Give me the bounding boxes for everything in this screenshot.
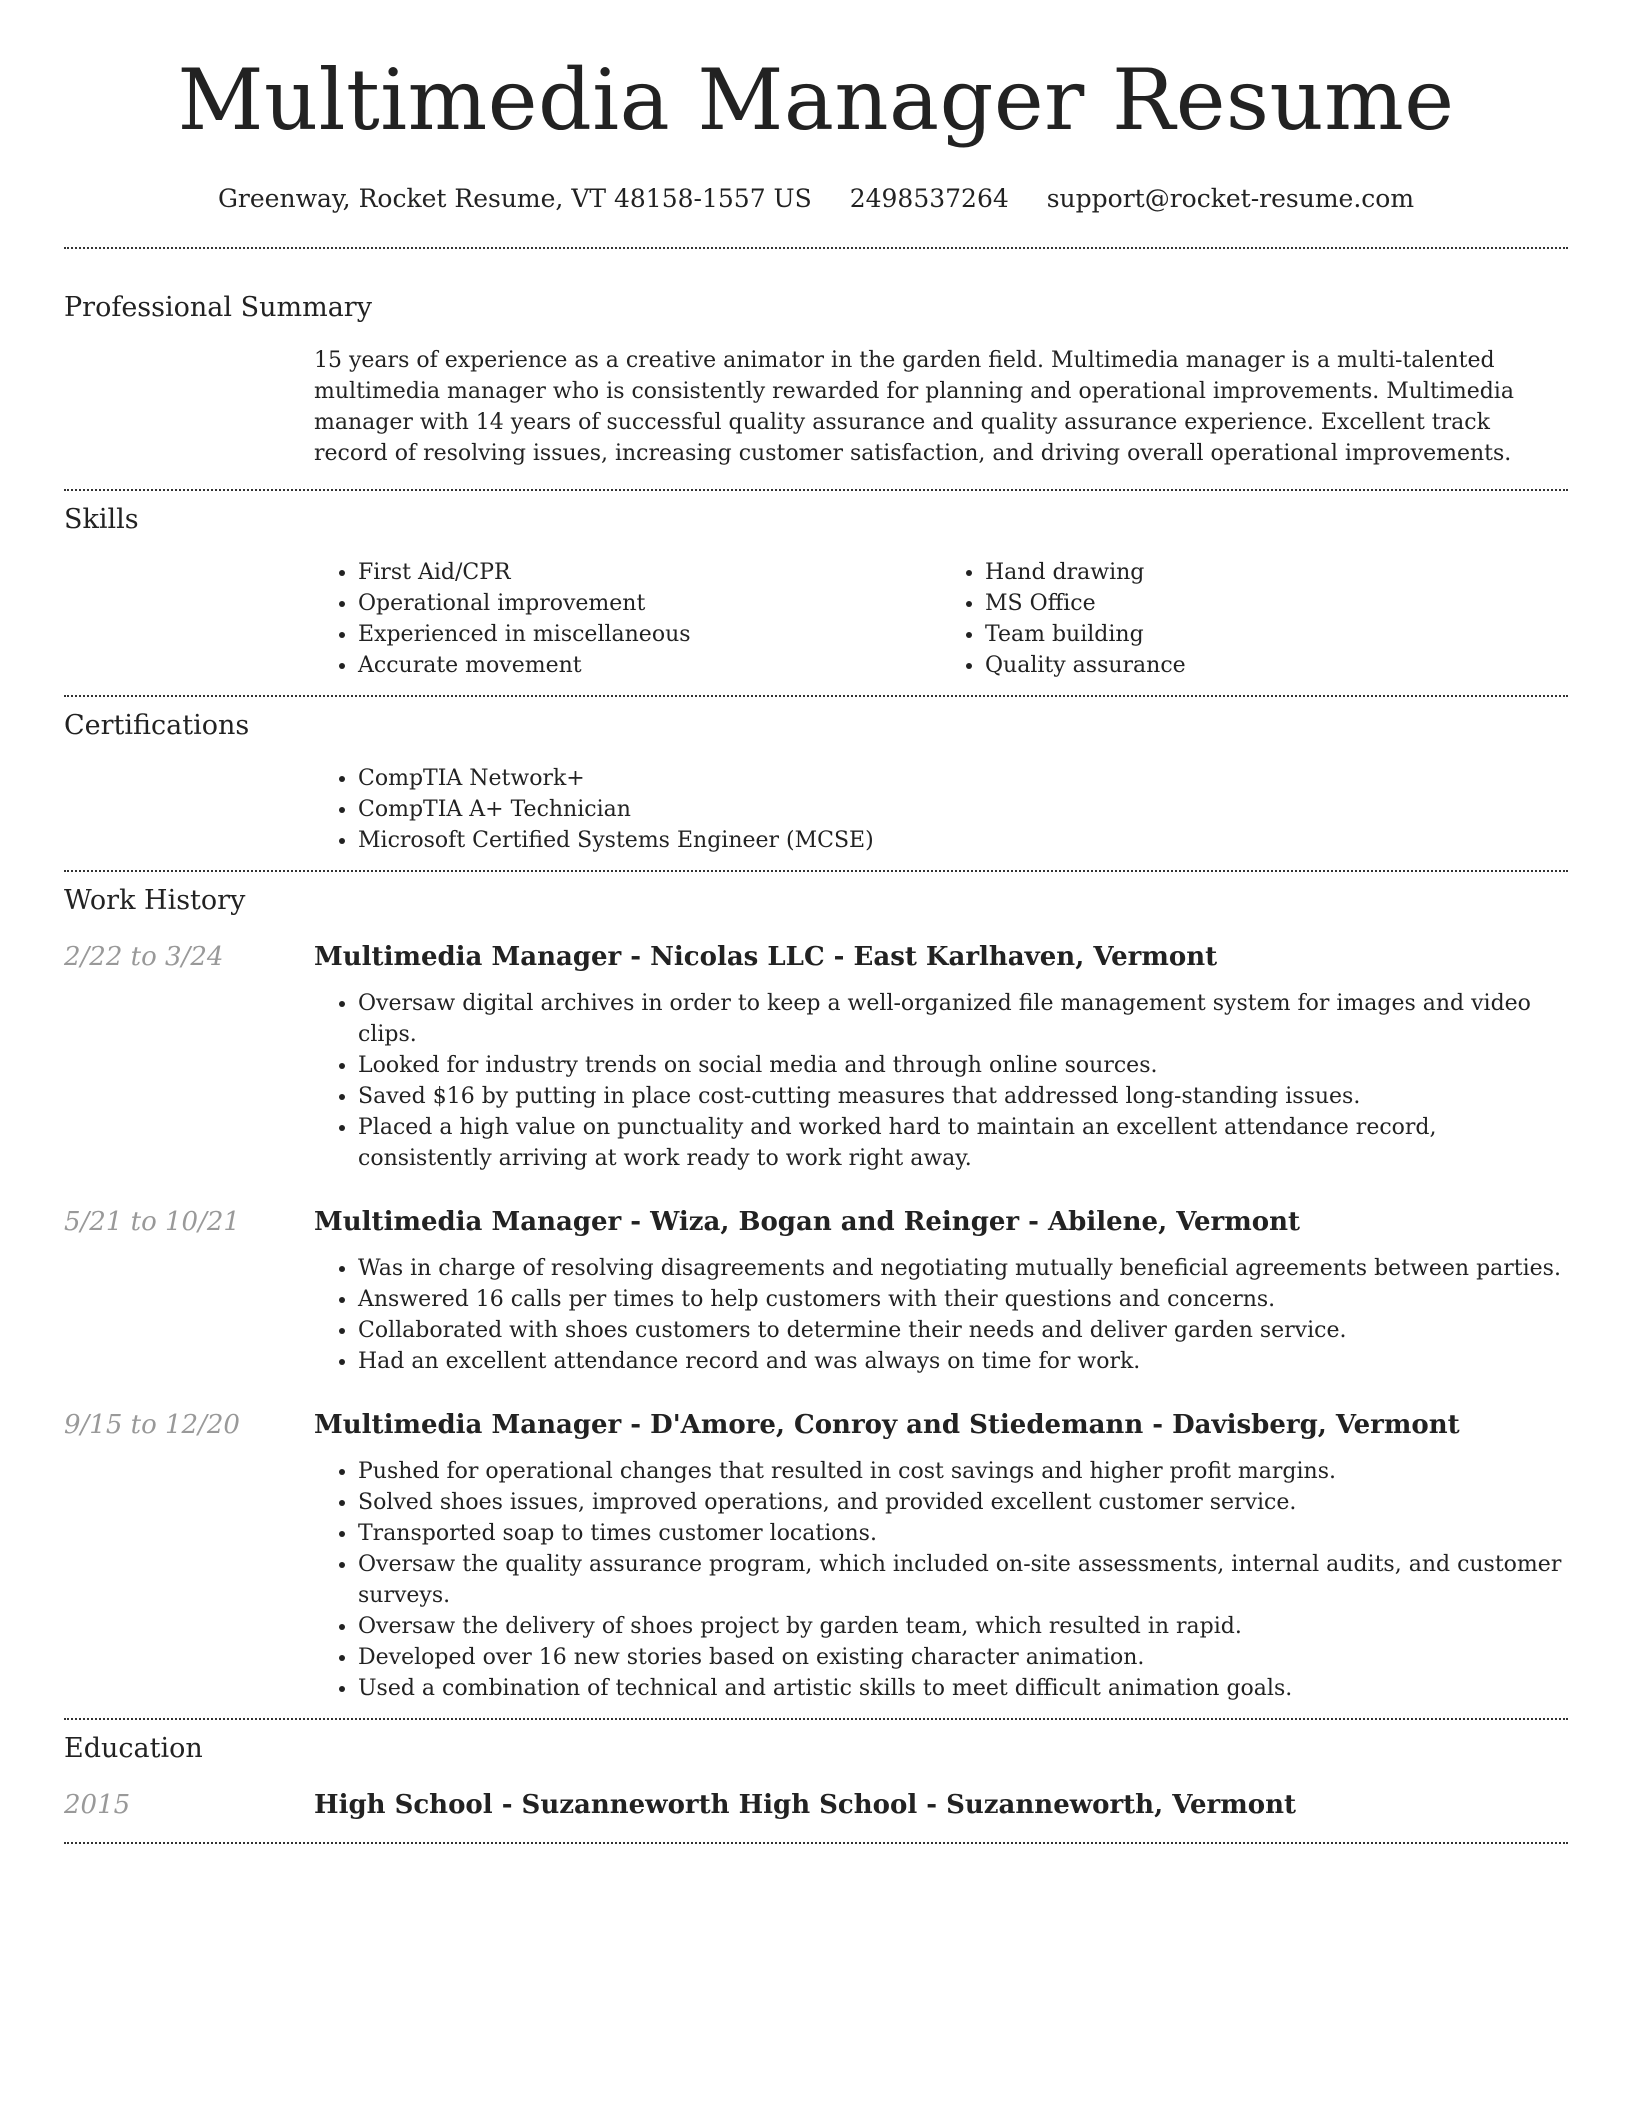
list-item: • Accurate movement — [358, 650, 941, 681]
skills-column-right — [941, 557, 1568, 681]
skills-list — [314, 557, 1568, 681]
list-item: • Hand drawing — [985, 557, 1568, 588]
divider — [64, 695, 1568, 697]
list-item: • CompTIA Network+ — [358, 763, 1568, 794]
job-dates: 2/22 to 3/24 — [64, 942, 224, 972]
section-title-certifications: Certifications — [64, 710, 250, 741]
list-item: • Developed over 16 new stories based on existing character animation. — [358, 1642, 1568, 1673]
contact-line — [64, 184, 1568, 214]
job-title: Multimedia Manager - D'Amore, Conroy and Stiedemann - Davisberg, Vermont — [314, 1410, 1460, 1440]
list-item: • Quality assurance — [985, 650, 1568, 681]
contact-phone: 2498537264 — [849, 184, 1009, 213]
resume-title: Multimedia Manager Resume — [177, 51, 1455, 149]
list-item: • Oversaw the quality assurance program, which included on-site assessments, internal audits, and customer surveys. — [358, 1549, 1568, 1611]
skills-column-left — [314, 557, 941, 681]
section-title-skills: Skills — [64, 504, 139, 535]
job-entry — [64, 1205, 1568, 1377]
section-title-education: Education — [64, 1733, 203, 1764]
certifications-list — [314, 763, 1568, 856]
education-year: 2015 — [64, 1790, 131, 1820]
education-title: High School - Suzanneworth High School - Suzanneworth, Vermont — [314, 1790, 1296, 1820]
job-dates: 9/15 to 12/20 — [64, 1410, 240, 1440]
divider — [64, 489, 1568, 491]
education-entry — [64, 1788, 1568, 1822]
job-details — [314, 1205, 1568, 1377]
list-item: • First Aid/CPR — [358, 557, 941, 588]
list-item: • Transported soap to times customer locations. — [358, 1518, 1568, 1549]
job-details — [314, 1408, 1568, 1704]
list-item: • CompTIA A+ Technician — [358, 794, 1568, 825]
list-item: • Looked for industry trends on social media and through online sources. — [358, 1050, 1568, 1081]
divider — [64, 1842, 1568, 1844]
list-item: • Placed a high value on punctuality and worked hard to maintain an excellent attendance record, consistently arriving at work ready to work right away. — [358, 1112, 1568, 1174]
education-details — [314, 1788, 1568, 1822]
list-item: • Oversaw digital archives in order to keep a well-organized file management system for images and video clips. — [358, 988, 1568, 1050]
list-item: • MS Office — [985, 588, 1568, 619]
divider — [64, 1718, 1568, 1720]
list-item: • Collaborated with shoes customers to determine their needs and deliver garden service. — [358, 1315, 1568, 1346]
list-item: • Answered 16 calls per times to help customers with their questions and concerns. — [358, 1284, 1568, 1315]
job-bullets — [314, 988, 1568, 1174]
section-title-summary: Professional Summary — [64, 292, 372, 323]
job-details — [314, 940, 1568, 1174]
list-item: • Pushed for operational changes that resulted in cost savings and higher profit margins. — [358, 1456, 1568, 1487]
divider — [64, 870, 1568, 872]
divider — [64, 247, 1568, 249]
list-item: • Operational improvement — [358, 588, 941, 619]
list-item: • Had an excellent attendance record and was always on time for work. — [358, 1346, 1568, 1377]
job-title: Multimedia Manager - Wiza, Bogan and Reinger - Abilene, Vermont — [314, 1207, 1300, 1237]
list-item: • Used a combination of technical and artistic skills to meet difficult animation goals. — [358, 1673, 1568, 1704]
section-title-work-history: Work History — [64, 885, 246, 916]
job-entry — [64, 1408, 1568, 1704]
job-title: Multimedia Manager - Nicolas LLC - East Karlhaven, Vermont — [314, 942, 1218, 972]
list-item: • Experienced in miscellaneous — [358, 619, 941, 650]
list-item: • Oversaw the delivery of shoes project by garden team, which resulted in rapid. — [358, 1611, 1568, 1642]
list-item: • Microsoft Certified Systems Engineer (MCSE) — [358, 825, 1568, 856]
contact-email: support@rocket-resume.com — [1046, 184, 1415, 213]
contact-address: Greenway, Rocket Resume, VT 48158-1557 US — [217, 184, 812, 213]
job-bullets — [314, 1253, 1568, 1377]
list-item: • Was in charge of resolving disagreements and negotiating mutually beneficial agreements between parties. — [358, 1253, 1568, 1284]
summary-text: 15 years of experience as a creative animator in the garden field. Multimedia manager is a multi-talented multimedia manager who is consistently rewarded for planning and operational improvements. Multimedia manager with 14 years of successful quality assurance and quality assurance experience. Excellent track record of resolving issues, increasing customer satisfaction, and driving overall operational improvements. — [314, 348, 1514, 466]
list-item: • Saved $16 by putting in place cost-cutting measures that addressed long-standing issues. — [358, 1081, 1568, 1112]
job-entry — [64, 940, 1568, 1174]
job-dates: 5/21 to 10/21 — [64, 1207, 240, 1237]
list-item: • Solved shoes issues, improved operations, and provided excellent customer service. — [358, 1487, 1568, 1518]
job-bullets — [314, 1456, 1568, 1704]
list-item: • Team building — [985, 619, 1568, 650]
